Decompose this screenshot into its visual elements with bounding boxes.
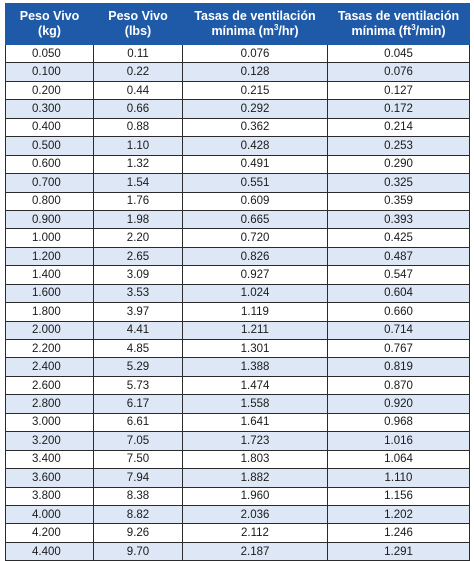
- table-row: [6, 229, 470, 247]
- cell-ventilation-m3-hr: 0.428: [183, 137, 328, 155]
- table-row: [6, 155, 470, 173]
- cell-weight-kg: 1.200: [6, 247, 94, 265]
- cell-weight-lbs: 7.05: [94, 432, 183, 450]
- cell-weight-kg: 4.400: [6, 542, 94, 560]
- header-text: Tasas de ventilación: [194, 9, 316, 23]
- cell-weight-lbs: 1.10: [94, 137, 183, 155]
- cell-weight-lbs: 5.73: [94, 376, 183, 394]
- cell-ventilation-ft3-min: 0.819: [328, 358, 470, 376]
- cell-ventilation-ft3-min: 1.156: [328, 487, 470, 505]
- cell-weight-lbs: 7.50: [94, 450, 183, 468]
- cell-weight-kg: 0.600: [6, 155, 94, 173]
- table-row: [6, 174, 470, 192]
- table-row: [6, 450, 470, 468]
- cell-weight-kg: 1.600: [6, 284, 94, 302]
- cell-ventilation-m3-hr: 0.128: [183, 63, 328, 81]
- cell-ventilation-m3-hr: 1.211: [183, 321, 328, 339]
- cell-weight-kg: 0.900: [6, 210, 94, 228]
- cell-ventilation-m3-hr: 2.036: [183, 505, 328, 523]
- table-row: [6, 81, 470, 99]
- cell-ventilation-ft3-min: 1.064: [328, 450, 470, 468]
- cell-weight-lbs: 6.61: [94, 413, 183, 431]
- cell-weight-kg: 1.400: [6, 266, 94, 284]
- cell-weight-kg: 3.200: [6, 432, 94, 450]
- cell-weight-lbs: 2.20: [94, 229, 183, 247]
- cell-ventilation-ft3-min: 0.253: [328, 137, 470, 155]
- cell-weight-lbs: 1.54: [94, 174, 183, 192]
- cell-ventilation-ft3-min: 0.045: [328, 45, 470, 63]
- cell-ventilation-m3-hr: 1.641: [183, 413, 328, 431]
- cell-ventilation-ft3-min: 0.325: [328, 174, 470, 192]
- cell-weight-kg: 0.400: [6, 118, 94, 136]
- cell-ventilation-ft3-min: 0.359: [328, 192, 470, 210]
- cell-ventilation-ft3-min: 1.246: [328, 524, 470, 542]
- cell-ventilation-ft3-min: 0.076: [328, 63, 470, 81]
- table-row: [6, 376, 470, 394]
- cell-weight-kg: 0.200: [6, 81, 94, 99]
- cell-ventilation-m3-hr: 0.362: [183, 118, 328, 136]
- table-row: [6, 192, 470, 210]
- header-row: [6, 4, 470, 45]
- header-unit-suffix: /hr): [278, 24, 299, 38]
- cell-ventilation-m3-hr: 0.720: [183, 229, 328, 247]
- cell-weight-lbs: 0.11: [94, 45, 183, 63]
- cell-weight-lbs: 0.88: [94, 118, 183, 136]
- cell-ventilation-m3-hr: 0.076: [183, 45, 328, 63]
- cell-weight-lbs: 9.26: [94, 524, 183, 542]
- cell-ventilation-m3-hr: 1.960: [183, 487, 328, 505]
- header-min-ventilation-m3-hr: [183, 4, 328, 45]
- cell-weight-kg: 0.050: [6, 45, 94, 63]
- cell-ventilation-ft3-min: 0.127: [328, 81, 470, 99]
- cell-ventilation-ft3-min: 0.714: [328, 321, 470, 339]
- cell-weight-lbs: 4.85: [94, 340, 183, 358]
- header-unit-superscript: 3: [273, 22, 279, 32]
- table-row: [6, 210, 470, 228]
- cell-weight-kg: 4.000: [6, 505, 94, 523]
- table-row: [6, 524, 470, 542]
- cell-weight-kg: 2.000: [6, 321, 94, 339]
- cell-ventilation-m3-hr: 1.803: [183, 450, 328, 468]
- cell-ventilation-m3-hr: 1.558: [183, 395, 328, 413]
- cell-ventilation-m3-hr: 1.119: [183, 303, 328, 321]
- cell-ventilation-ft3-min: 0.290: [328, 155, 470, 173]
- cell-weight-kg: 2.400: [6, 358, 94, 376]
- cell-ventilation-ft3-min: 0.393: [328, 210, 470, 228]
- cell-ventilation-m3-hr: 1.388: [183, 358, 328, 376]
- table-row: [6, 303, 470, 321]
- header-unit-prefix: mínima (ft: [351, 24, 412, 38]
- cell-ventilation-m3-hr: 0.826: [183, 247, 328, 265]
- cell-weight-lbs: 3.97: [94, 303, 183, 321]
- header-unit: (kg): [38, 24, 61, 38]
- cell-ventilation-m3-hr: 2.187: [183, 542, 328, 560]
- table-row: [6, 487, 470, 505]
- cell-ventilation-m3-hr: 0.215: [183, 81, 328, 99]
- cell-weight-kg: 0.500: [6, 137, 94, 155]
- cell-weight-lbs: 0.22: [94, 63, 183, 81]
- cell-ventilation-m3-hr: 0.665: [183, 210, 328, 228]
- table-row: [6, 542, 470, 560]
- header-unit-suffix: /min): [415, 24, 446, 38]
- cell-ventilation-ft3-min: 1.110: [328, 469, 470, 487]
- cell-ventilation-ft3-min: 1.291: [328, 542, 470, 560]
- cell-weight-kg: 0.100: [6, 63, 94, 81]
- cell-weight-lbs: 2.65: [94, 247, 183, 265]
- cell-ventilation-ft3-min: 1.202: [328, 505, 470, 523]
- cell-ventilation-m3-hr: 1.024: [183, 284, 328, 302]
- cell-weight-kg: 2.200: [6, 340, 94, 358]
- table-header: [6, 4, 470, 45]
- cell-weight-lbs: 8.82: [94, 505, 183, 523]
- cell-weight-lbs: 6.17: [94, 395, 183, 413]
- cell-weight-kg: 3.600: [6, 469, 94, 487]
- cell-weight-lbs: 1.32: [94, 155, 183, 173]
- table-body: [6, 45, 470, 561]
- table-row: [6, 247, 470, 265]
- table-row: [6, 118, 470, 136]
- header-unit: (lbs): [124, 24, 152, 38]
- cell-ventilation-m3-hr: 1.474: [183, 376, 328, 394]
- cell-weight-lbs: 4.41: [94, 321, 183, 339]
- cell-weight-kg: 3.400: [6, 450, 94, 468]
- table-row: [6, 358, 470, 376]
- table-row: [6, 413, 470, 431]
- cell-ventilation-ft3-min: 0.870: [328, 376, 470, 394]
- header-text: Peso Vivo: [19, 9, 80, 23]
- ventilation-rate-table: [5, 3, 470, 561]
- cell-ventilation-m3-hr: 0.551: [183, 174, 328, 192]
- cell-ventilation-m3-hr: 1.723: [183, 432, 328, 450]
- cell-ventilation-ft3-min: 0.547: [328, 266, 470, 284]
- cell-weight-lbs: 8.38: [94, 487, 183, 505]
- cell-weight-lbs: 3.53: [94, 284, 183, 302]
- cell-ventilation-m3-hr: 0.927: [183, 266, 328, 284]
- cell-weight-lbs: 0.44: [94, 81, 183, 99]
- cell-weight-kg: 0.700: [6, 174, 94, 192]
- table-row: [6, 284, 470, 302]
- table-row: [6, 137, 470, 155]
- cell-ventilation-ft3-min: 0.487: [328, 247, 470, 265]
- cell-weight-kg: 1.000: [6, 229, 94, 247]
- header-unit-prefix: mínima (m: [211, 24, 274, 38]
- table-row: [6, 505, 470, 523]
- table-row: [6, 266, 470, 284]
- header-unit-superscript: 3: [411, 22, 416, 32]
- cell-ventilation-ft3-min: 0.660: [328, 303, 470, 321]
- cell-ventilation-m3-hr: 0.609: [183, 192, 328, 210]
- header-text: Peso Vivo: [108, 9, 168, 23]
- cell-weight-lbs: 5.29: [94, 358, 183, 376]
- header-text: Tasas de ventilación: [337, 9, 460, 23]
- cell-weight-kg: 0.800: [6, 192, 94, 210]
- cell-weight-lbs: 7.94: [94, 469, 183, 487]
- cell-ventilation-m3-hr: 1.301: [183, 340, 328, 358]
- table-row: [6, 340, 470, 358]
- table-row: [6, 100, 470, 118]
- cell-weight-lbs: 3.09: [94, 266, 183, 284]
- header-min-ventilation-ft3-min: [328, 4, 470, 45]
- table-row: [6, 63, 470, 81]
- header-live-weight-lbs: [94, 4, 183, 45]
- table-row: [6, 469, 470, 487]
- table-row: [6, 432, 470, 450]
- cell-weight-lbs: 0.66: [94, 100, 183, 118]
- cell-ventilation-m3-hr: 2.112: [183, 524, 328, 542]
- header-live-weight-kg: [6, 4, 94, 45]
- cell-weight-kg: 4.200: [6, 524, 94, 542]
- cell-ventilation-m3-hr: 0.292: [183, 100, 328, 118]
- cell-weight-kg: 0.300: [6, 100, 94, 118]
- cell-ventilation-m3-hr: 0.491: [183, 155, 328, 173]
- table-row: [6, 321, 470, 339]
- cell-weight-kg: 2.600: [6, 376, 94, 394]
- cell-ventilation-ft3-min: 0.920: [328, 395, 470, 413]
- cell-weight-kg: 2.800: [6, 395, 94, 413]
- cell-ventilation-ft3-min: 0.425: [328, 229, 470, 247]
- cell-ventilation-ft3-min: 0.767: [328, 340, 470, 358]
- cell-weight-lbs: 1.76: [94, 192, 183, 210]
- table-row: [6, 395, 470, 413]
- cell-ventilation-ft3-min: 1.016: [328, 432, 470, 450]
- cell-ventilation-ft3-min: 0.968: [328, 413, 470, 431]
- cell-weight-lbs: 1.98: [94, 210, 183, 228]
- cell-ventilation-ft3-min: 0.214: [328, 118, 470, 136]
- cell-ventilation-ft3-min: 0.604: [328, 284, 470, 302]
- cell-weight-kg: 3.000: [6, 413, 94, 431]
- cell-ventilation-ft3-min: 0.172: [328, 100, 470, 118]
- cell-weight-kg: 1.800: [6, 303, 94, 321]
- table-row: [6, 45, 470, 63]
- cell-ventilation-m3-hr: 1.882: [183, 469, 328, 487]
- cell-weight-lbs: 9.70: [94, 542, 183, 560]
- cell-weight-kg: 3.800: [6, 487, 94, 505]
